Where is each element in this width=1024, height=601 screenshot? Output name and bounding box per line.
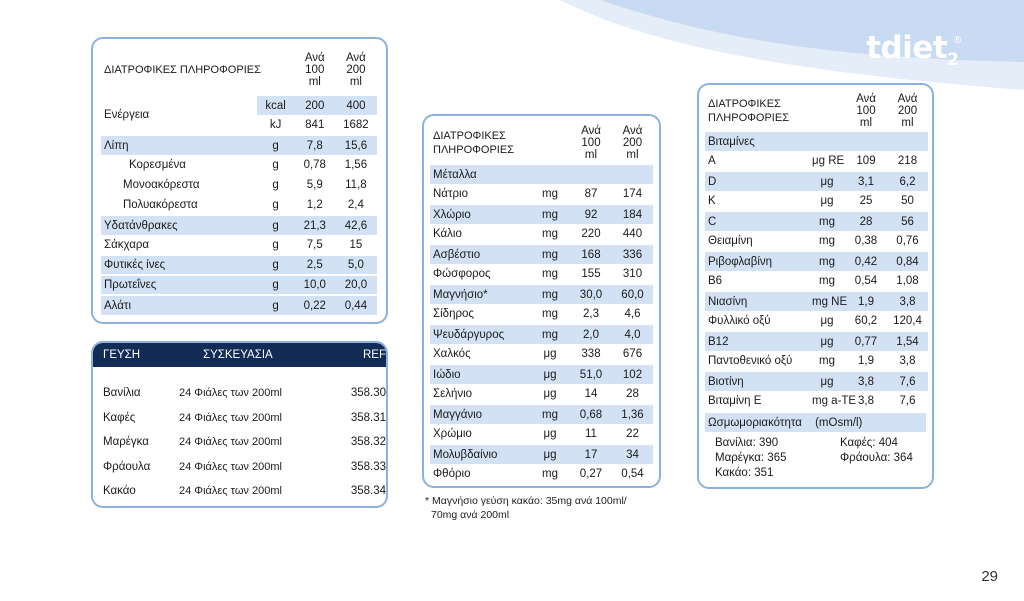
cell-name: Μαγνήσιο* (430, 284, 530, 304)
table-row (430, 344, 653, 364)
cell-name: Μολυβδαίνιο (430, 444, 530, 464)
cell-v200: 0,76 (896, 234, 919, 247)
col-100ml: Ανά 100 ml (856, 92, 876, 129)
cell-v200: 4,0 (612, 324, 653, 344)
cell-unit: mg (542, 307, 558, 320)
cell-unit: mg a-TE (812, 395, 857, 407)
col-200ml: Ανά 200 ml (622, 124, 643, 161)
cell-v200: 174 (622, 187, 643, 200)
cell-v200: 3,8 (887, 291, 928, 311)
table-row (705, 251, 928, 271)
cell-v100: 30,0 (570, 284, 612, 304)
cell-name: Ιώδιο (430, 364, 530, 384)
cell-unit: mg NE (809, 291, 845, 311)
cell-v100: 51,0 (570, 364, 612, 384)
osmolality-unit: (mOsm/l) (815, 416, 863, 429)
cell-unit: μg (820, 314, 834, 327)
table-row: Φυτικές ίνες g 2,5 5,0 (101, 255, 377, 275)
list-item: Καφές 24 Φιάλες των 200ml 358.31 (103, 411, 386, 424)
cell-v100: 3,8 (845, 371, 887, 391)
nutrition-table (101, 45, 377, 315)
header-taste: ΓΕΥΣΗ (103, 349, 141, 361)
col-200ml: Ανά 200 ml (345, 51, 366, 88)
cell-v200: 310 (622, 267, 643, 280)
cell-name: D (705, 171, 809, 191)
cell-name: Μαγγάνιο (430, 404, 530, 424)
cell-v100: 0,54 (854, 274, 878, 287)
cell-name: Κάλιο (433, 227, 462, 240)
cell-name: Ριβοφλαβίνη (705, 251, 809, 271)
cell-v100: 0,68 (570, 404, 612, 424)
cell-name: Χαλκός (433, 347, 471, 360)
cell-unit: μg (543, 347, 557, 360)
table-row (430, 184, 653, 204)
table-row (430, 304, 653, 324)
table-row (430, 444, 653, 464)
col-200ml: Ανά 200 ml (897, 92, 918, 129)
cell-v200: 4,6 (624, 307, 641, 320)
osmolality-header (705, 411, 926, 432)
cell-name: Φυλλικό οξύ (708, 314, 771, 327)
cell-v200: 0,84 (887, 251, 928, 271)
vitamins-panel (697, 83, 934, 489)
cell-v200: 1,08 (896, 274, 919, 287)
cell-v200: 6,2 (887, 171, 928, 191)
table-row (705, 351, 928, 371)
table-row (705, 211, 928, 231)
cell-v100: 220 (581, 227, 601, 240)
cell-unit: μg (530, 364, 570, 384)
cell-name: Χλώριο (430, 204, 530, 224)
cell-v100: 11 (585, 427, 597, 440)
vitamins-rows (705, 151, 928, 411)
cell-v100: 3,8 (858, 395, 874, 407)
cell-unit: mg (819, 354, 835, 367)
cell-v200: 50 (901, 194, 914, 207)
cell-v200: 440 (622, 227, 643, 240)
cell-v200: 1,54 (887, 331, 928, 351)
cell-v100: 0,42 (845, 251, 887, 271)
cell-v100: 14 (584, 387, 598, 400)
cell-v100: 3,1 (845, 171, 887, 191)
cell-v100: 17 (570, 444, 612, 464)
cell-unit: mg (819, 274, 835, 287)
brand-logo: tdiet$_2$® (866, 30, 962, 70)
cell-unit: mg (542, 227, 558, 240)
list-item: Μαρέγκα 24 Φιάλες των 200ml 358.32 (103, 436, 386, 449)
cell-unit: mg (542, 468, 558, 480)
cell-v100: 155 (581, 267, 601, 280)
cell-v100: 109 (856, 154, 876, 167)
table-row (430, 364, 653, 384)
cell-v200: 7,6 (887, 371, 928, 391)
vitamins-table (705, 91, 928, 151)
list-item: Βανίλια 24 Φιάλες των 200ml 358.30 (103, 387, 386, 400)
cell-v100: 60,2 (854, 314, 878, 327)
table-row (430, 264, 653, 284)
cell-unit: μg (820, 194, 834, 207)
cell-unit: mg (530, 324, 570, 344)
table-row (430, 324, 653, 344)
list-item: Κακάο 24 Φιάλες των 200ml 358.34 (103, 485, 386, 498)
cell-name: Ψευδάργυρος (430, 324, 530, 344)
nutrition-panel (91, 37, 388, 324)
cell-unit: mg (530, 284, 570, 304)
cell-name: Σελήνιο (433, 387, 473, 400)
cell-name: Φώσφορος (433, 267, 491, 280)
cell-name: B12 (705, 331, 809, 351)
cell-name: Νιασίνη (705, 291, 809, 311)
table-row: kJ 841 1682 (269, 118, 369, 131)
cell-v100: 0,77 (845, 331, 887, 351)
table-row (705, 311, 928, 331)
col-100ml: Ανά 100 ml (581, 124, 601, 161)
minerals-title: ΔΙΑΤΡΟΦΙΚΕΣ ΠΛΗΡΟΦΟΡΙΕΣ (433, 129, 514, 156)
energy-label: Ενέργεια (101, 95, 257, 135)
cell-unit: mg (530, 244, 570, 264)
cell-v100: 2,0 (570, 324, 612, 344)
cell-v100: 0,38 (854, 234, 878, 247)
cell-v200: 56 (887, 211, 928, 231)
cell-name: C (705, 211, 809, 231)
cell-name: Νάτριο (433, 187, 468, 200)
osmolality-label: Ωσμωμοριακότητα (708, 416, 802, 429)
table-row (430, 404, 653, 424)
table-row: Αλάτι g 0,22 0,44 (101, 295, 377, 315)
table-row (705, 391, 928, 411)
table-row (705, 291, 928, 311)
cell-v100: 25 (859, 194, 873, 207)
table-row (705, 151, 928, 171)
cell-name: Βιοτίνη (705, 371, 809, 391)
cell-unit: mg (542, 187, 558, 200)
table-row (430, 464, 653, 484)
table-row (430, 384, 653, 404)
cell-v200: 102 (612, 364, 653, 384)
cell-unit: mg (819, 234, 835, 247)
cell-v200: 28 (626, 387, 639, 400)
cell-name: Σίδηρος (433, 307, 474, 320)
cell-name: A (708, 154, 716, 167)
table-row: Ενέργεια kcal 200 400 (101, 95, 377, 115)
cell-v100: 338 (581, 347, 601, 360)
table-row (430, 284, 653, 304)
cell-name: B6 (708, 274, 723, 287)
cell-v200: 0,54 (621, 468, 644, 480)
cell-v200: 7,6 (899, 395, 916, 407)
table-row (430, 224, 653, 244)
table-row (430, 204, 653, 224)
cell-name: K (708, 194, 716, 207)
nutrition-title: ΔΙΑΤΡΟΦΙΚΕΣ ΠΛΗΡΟΦΟΡΙΕΣ (104, 63, 261, 76)
table-row (705, 371, 928, 391)
cell-v200: 34 (612, 444, 653, 464)
cell-name: Παντοθενικό οξύ (708, 354, 793, 367)
vitamins-title: ΔΙΑΤΡΟΦΙΚΕΣ ΠΛΗΡΟΦΟΡΙΕΣ (708, 97, 789, 124)
table-row (705, 331, 928, 351)
minerals-rows (430, 184, 653, 484)
cell-v100: 1,9 (845, 291, 887, 311)
list-item: Φράουλα 24 Φιάλες των 200ml 358.33 (103, 460, 386, 473)
header-pack: ΣΥΣΚΕΥΑΣΙΑ (203, 349, 273, 361)
cell-v200: 184 (612, 204, 653, 224)
cell-v200: 22 (626, 427, 639, 440)
table-row (705, 191, 928, 211)
cell-unit: mg (542, 267, 558, 280)
cell-unit: mg (530, 204, 570, 224)
cell-name: Φθόριο (433, 468, 471, 480)
cell-unit: μg (543, 427, 557, 440)
table-row: Μονοακόρεστα g 5,9 11,8 (123, 179, 367, 191)
table-row (705, 171, 928, 191)
cell-unit: μg (530, 444, 570, 464)
cell-v100: 2,3 (583, 307, 599, 320)
cell-unit: mg (809, 251, 845, 271)
packaging-panel (91, 341, 388, 508)
cell-v200: 218 (897, 154, 918, 167)
table-row (430, 424, 653, 444)
cell-v100: 168 (570, 244, 612, 264)
cell-unit: μg (809, 331, 845, 351)
cell-unit: mg (809, 211, 845, 231)
cell-unit: μg (809, 171, 845, 191)
cell-unit: μg (543, 387, 557, 400)
cell-v200: 120,4 (893, 314, 922, 327)
table-row (430, 244, 653, 264)
table-row: Πολυακόρεστα g 1,2 2,4 (123, 198, 364, 211)
cell-unit: μg (809, 371, 845, 391)
cell-name: Βιταμίνη Ε (708, 395, 762, 407)
cell-v200: 60,0 (612, 284, 653, 304)
header-ref: REF (363, 349, 386, 361)
cell-v200: 1,36 (612, 404, 653, 424)
cell-v200: 336 (612, 244, 653, 264)
cell-v100: 92 (570, 204, 612, 224)
cell-v100: 87 (584, 187, 598, 200)
cell-v200: 676 (622, 347, 643, 360)
section-header: Μέταλλα (430, 164, 653, 184)
table-row: Πρωτεΐνες g 10,0 20,0 (101, 275, 377, 295)
cell-v100: 28 (845, 211, 887, 231)
cell-name: Θειαμίνη (708, 234, 753, 247)
table-row: Λίπη g 7,8 15,6 (101, 135, 377, 155)
cell-unit: μg RE (812, 154, 845, 167)
packaging-header (93, 343, 386, 367)
cell-v200: 3,8 (899, 354, 916, 367)
table-row (705, 231, 928, 251)
footnote: * Μαγνήσιο γεύση κακάο: 35mg ανά 100ml/ 70mg ανά 200ml (425, 495, 627, 521)
cell-v100: 1,9 (858, 354, 874, 367)
page-number: 29 (981, 568, 998, 585)
cell-name: Χρώμιο (433, 427, 472, 440)
table-row: Κορεσμένα g 0,78 1,56 (129, 159, 368, 171)
cell-name: Ασβέστιο (430, 244, 530, 264)
col-100ml: Ανά 100 ml (304, 51, 325, 88)
osmolality-values: Βανίλια: 390 Καφές: 404 Μαρέγκα: 365 Φράουλα: 364 Κακάο: 351 (715, 437, 913, 479)
cell-unit: mg (530, 404, 570, 424)
table-row (705, 271, 928, 291)
minerals-panel (422, 114, 661, 488)
minerals-table (430, 122, 653, 184)
section-header: Βιταμίνες (705, 131, 928, 151)
table-row: Υδατάνθρακες g 21,3 42,6 (101, 215, 377, 235)
cell-v100: 0,27 (579, 468, 603, 480)
table-row: Σάκχαρα g 7,5 15 (104, 238, 363, 251)
